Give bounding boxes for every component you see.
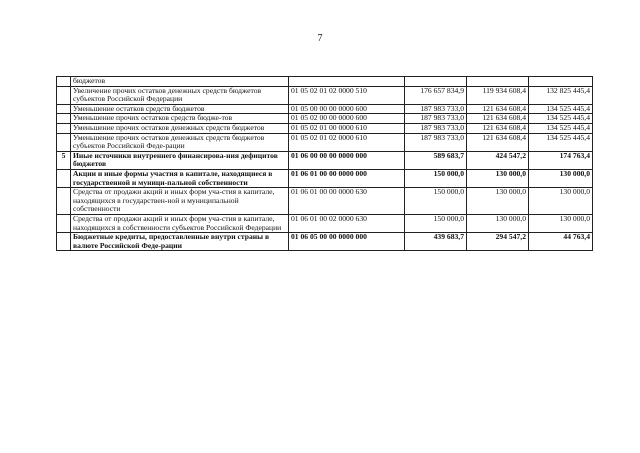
row-name: Уменьшение остатков средств бюджетов bbox=[71, 104, 289, 114]
row-value-3: 130 000,0 bbox=[529, 188, 593, 215]
row-code: 01 05 02 01 02 0000 610 bbox=[289, 133, 405, 151]
row-name: Бюджетные кредиты, предоставленные внутри страны в валюте Российской Феде-рации bbox=[71, 233, 289, 251]
table-row bbox=[57, 77, 593, 87]
row-code: 01 05 02 01 00 0000 610 bbox=[289, 123, 405, 133]
row-name: Уменьшение прочих остатков средств бюдже-тов bbox=[71, 114, 289, 124]
table-body bbox=[57, 77, 593, 251]
row-value-3: 130 000,0 bbox=[529, 214, 593, 232]
table-row bbox=[57, 233, 593, 251]
row-name: Иные источники внутреннего финансирова-ния дефицитов бюджетов bbox=[71, 151, 289, 169]
row-name: Уменьшение прочих остатков денежных средств бюджетов субъектов Российской Феде-рации bbox=[71, 133, 289, 151]
row-value-2: 130 000,0 bbox=[467, 214, 529, 232]
table-row bbox=[57, 169, 593, 187]
row-number bbox=[57, 133, 71, 151]
row-code: 01 05 02 00 00 0000 600 bbox=[289, 114, 405, 124]
row-code: 01 05 02 01 02 0000 510 bbox=[289, 86, 405, 104]
row-number bbox=[57, 86, 71, 104]
row-number bbox=[57, 169, 71, 187]
row-value-3: 134 525 445,4 bbox=[529, 114, 593, 124]
row-value-3: 174 763,4 bbox=[529, 151, 593, 169]
row-number bbox=[57, 77, 71, 87]
row-code: 01 06 01 00 02 0000 630 bbox=[289, 214, 405, 232]
row-code: 01 06 01 00 00 0000 000 bbox=[289, 169, 405, 187]
row-code: 01 06 05 00 00 0000 000 bbox=[289, 233, 405, 251]
row-value-2: 121 634 608,4 bbox=[467, 114, 529, 124]
row-value-3: 130 000,0 bbox=[529, 169, 593, 187]
row-name: Средства от продажи акций и иных форм уча-стия в капитале, находящихся в собственности субъектов Российской Федерации bbox=[71, 214, 289, 232]
row-value-3: 134 525 445,4 bbox=[529, 104, 593, 114]
row-value-1: 439 683,7 bbox=[405, 233, 467, 251]
row-name: Средства от продажи акций и иных форм уча-стия в капитале, находящихся в государствен-ной и муниципальной собственности bbox=[71, 188, 289, 215]
table-row bbox=[57, 86, 593, 104]
row-value-2 bbox=[467, 77, 529, 87]
row-name: Уменьшение прочих остатков денежных средств бюджетов bbox=[71, 123, 289, 133]
row-value-1: 150 000,0 bbox=[405, 214, 467, 232]
row-number: 5 bbox=[57, 151, 71, 169]
row-value-1: 187 983 733,0 bbox=[405, 104, 467, 114]
row-value-3: 132 825 445,4 bbox=[529, 86, 593, 104]
row-value-3: 134 525 445,4 bbox=[529, 133, 593, 151]
row-value-1: 187 983 733,0 bbox=[405, 123, 467, 133]
page-number: 7 bbox=[317, 33, 323, 44]
row-value-1: 187 983 733,0 bbox=[405, 133, 467, 151]
row-value-2: 130 000,0 bbox=[467, 188, 529, 215]
row-number bbox=[57, 233, 71, 251]
budget-sources-table bbox=[56, 76, 593, 251]
row-code: 01 06 00 00 00 0000 000 bbox=[289, 151, 405, 169]
row-value-1: 150 000,0 bbox=[405, 169, 467, 187]
row-value-3: 44 763,4 bbox=[529, 233, 593, 251]
row-number bbox=[57, 114, 71, 124]
row-value-1: 150 000,0 bbox=[405, 188, 467, 215]
row-value-1: 187 983 733,0 bbox=[405, 114, 467, 124]
row-value-1: 589 683,7 bbox=[405, 151, 467, 169]
table-row bbox=[57, 188, 593, 215]
row-number bbox=[57, 104, 71, 114]
row-name: Увеличение прочих остатков денежных средств бюджетов субъектов Российской Федерации bbox=[71, 86, 289, 104]
table-row bbox=[57, 133, 593, 151]
table-row bbox=[57, 151, 593, 169]
table-row bbox=[57, 123, 593, 133]
row-value-2: 121 634 608,4 bbox=[467, 133, 529, 151]
row-value-2: 130 000,0 bbox=[467, 169, 529, 187]
row-name: бюджетов bbox=[71, 77, 289, 87]
row-value-2: 424 547,2 bbox=[467, 151, 529, 169]
row-value-2: 119 934 608,4 bbox=[467, 86, 529, 104]
row-value-2: 121 634 608,4 bbox=[467, 123, 529, 133]
row-value-3 bbox=[529, 77, 593, 87]
row-number bbox=[57, 188, 71, 215]
table-row bbox=[57, 214, 593, 232]
row-code: 01 05 00 00 00 0000 600 bbox=[289, 104, 405, 114]
row-code bbox=[289, 77, 405, 87]
row-code: 01 06 01 00 00 0000 630 bbox=[289, 188, 405, 215]
row-value-3: 134 525 445,4 bbox=[529, 123, 593, 133]
row-value-1 bbox=[405, 77, 467, 87]
row-number bbox=[57, 214, 71, 232]
row-name: Акции и иные формы участия в капитале, находящиеся в государственной и муници-пальной собственности bbox=[71, 169, 289, 187]
row-value-2: 121 634 608,4 bbox=[467, 104, 529, 114]
row-value-1: 176 657 834,9 bbox=[405, 86, 467, 104]
row-number bbox=[57, 123, 71, 133]
row-value-2: 294 547,2 bbox=[467, 233, 529, 251]
